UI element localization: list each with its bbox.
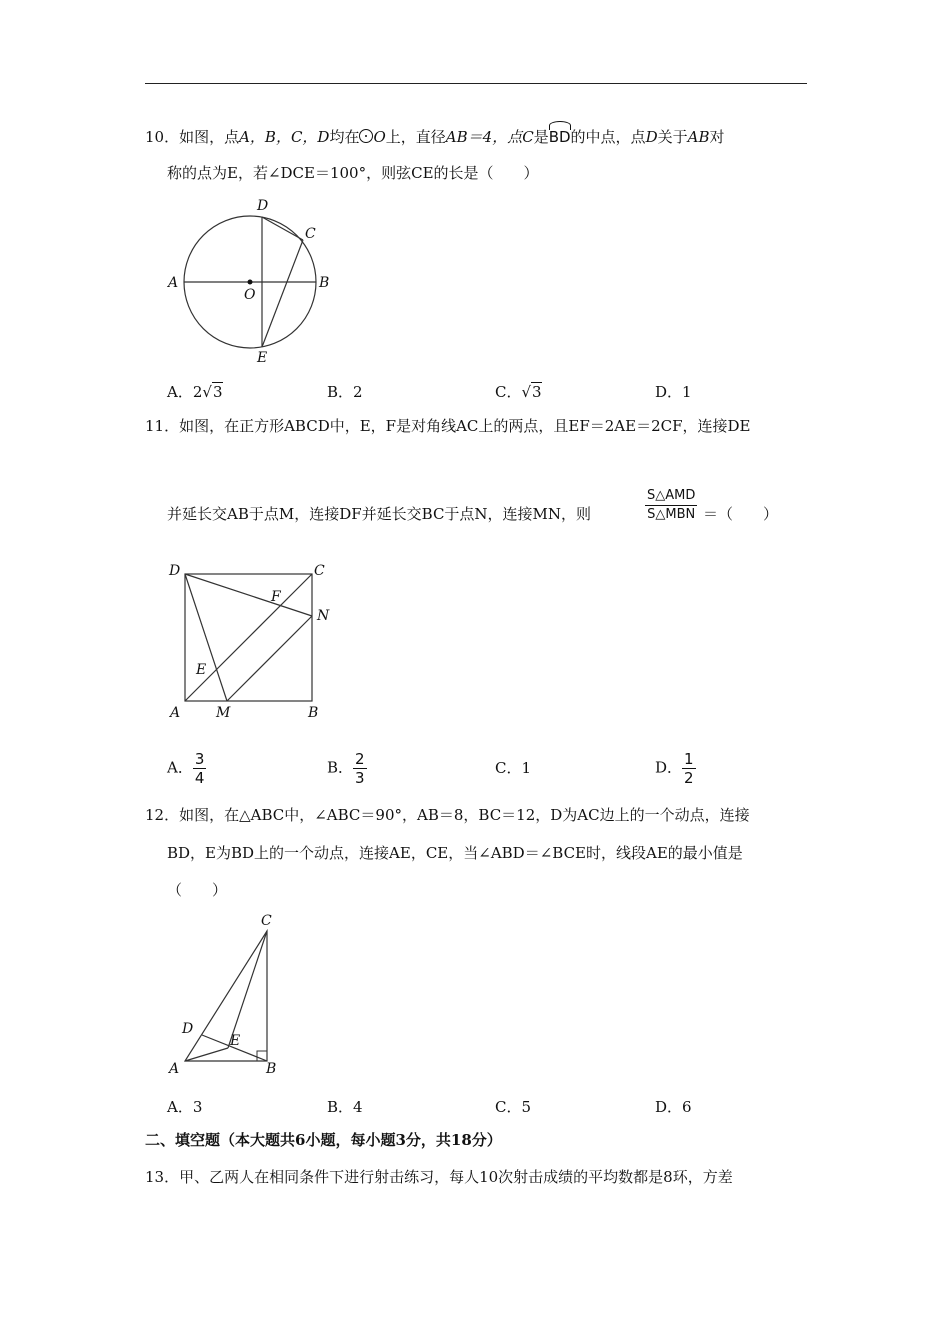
q11-area-fraction: $\frac{\text{S△AMD}}{\text{S△MBN}}$ (647, 488, 696, 522)
header-rule (145, 83, 807, 84)
label-B: B (319, 275, 330, 291)
label-D: D (182, 1021, 194, 1037)
q10-line1: 10．如图，点A，B，C，D均在 O上，直径AB＝4，点C是BD的中点，点D关于AB对 (145, 128, 725, 146)
label-E: E (196, 662, 207, 678)
q11-line1: 11．如图，在正方形ABCD中，E，F是对角线AC上的两点，且EF＝2AE＝2CF，连接DE (145, 417, 751, 435)
q11-square-figure (160, 555, 350, 725)
section-heading: 二、填空题（本大题共6小题，每小题3分，共18分） (145, 1131, 502, 1149)
q10-option-a[interactable]: A．2√3 (167, 383, 223, 401)
label-A: A (168, 275, 179, 291)
label-C: C (261, 913, 272, 929)
q12-triangle-figure (160, 905, 300, 1085)
label-C: C (314, 563, 325, 579)
label-B: B (266, 1061, 277, 1077)
label-D: D (257, 198, 269, 214)
q12-line1: 12．如图，在△ABC中，∠ABC＝90°，AB＝8，BC＝12，D为AC边上的一个动点，连接 (145, 806, 750, 824)
label-O: O (244, 287, 256, 303)
arc-bd: BD (548, 128, 571, 146)
q12-option-c[interactable]: C．5 (495, 1098, 532, 1116)
q12-option-b[interactable]: B．4 (327, 1098, 363, 1116)
q11-line2-tail: ＝（ ） (703, 505, 779, 523)
circle-dot-symbol (359, 129, 373, 143)
label-A: A (169, 1061, 180, 1077)
q10-circle-figure (160, 190, 350, 370)
q10-option-b[interactable]: B．2 (327, 383, 363, 401)
q11-option-c[interactable]: C．1 (495, 759, 532, 777)
q12-line2: BD，E为BD上的一个动点，连接AE，CE，当∠ABD＝∠BCE时，线段AE的最小值是 (167, 844, 743, 862)
label-N: N (317, 608, 330, 624)
label-F: F (271, 589, 281, 605)
q11-option-d[interactable]: D． $\frac{1}{2}$ (655, 750, 694, 787)
q11-option-a[interactable]: A． $\frac{3}{4}$ (167, 750, 205, 787)
label-B: B (308, 705, 319, 721)
q13-line1: 13．甲、乙两人在相同条件下进行射击练习，每人10次射击成绩的平均数都是8环，方差 (145, 1168, 733, 1186)
q12-option-a[interactable]: A．3 (167, 1098, 203, 1116)
q12-option-d[interactable]: D．6 (655, 1098, 692, 1116)
q11-option-b[interactable]: B． $\frac{2}{3}$ (327, 750, 365, 787)
q11-line2: 并延长交AB于点M，连接DF并延长交BC于点N，连接MN，则 (167, 505, 592, 523)
label-A: A (170, 705, 181, 721)
label-M: M (216, 705, 231, 721)
label-C: C (305, 226, 316, 242)
label-D: D (169, 563, 181, 579)
label-E: E (257, 350, 268, 366)
label-E: E (230, 1033, 241, 1049)
q10-option-d[interactable]: D．1 (655, 383, 692, 401)
q12-line3: （ ） (167, 881, 228, 899)
q10-option-c[interactable]: C．√3 (495, 383, 542, 401)
q10-line2: 称的点为E，若∠DCE＝100°，则弦CE的长是（ ） (167, 164, 539, 182)
